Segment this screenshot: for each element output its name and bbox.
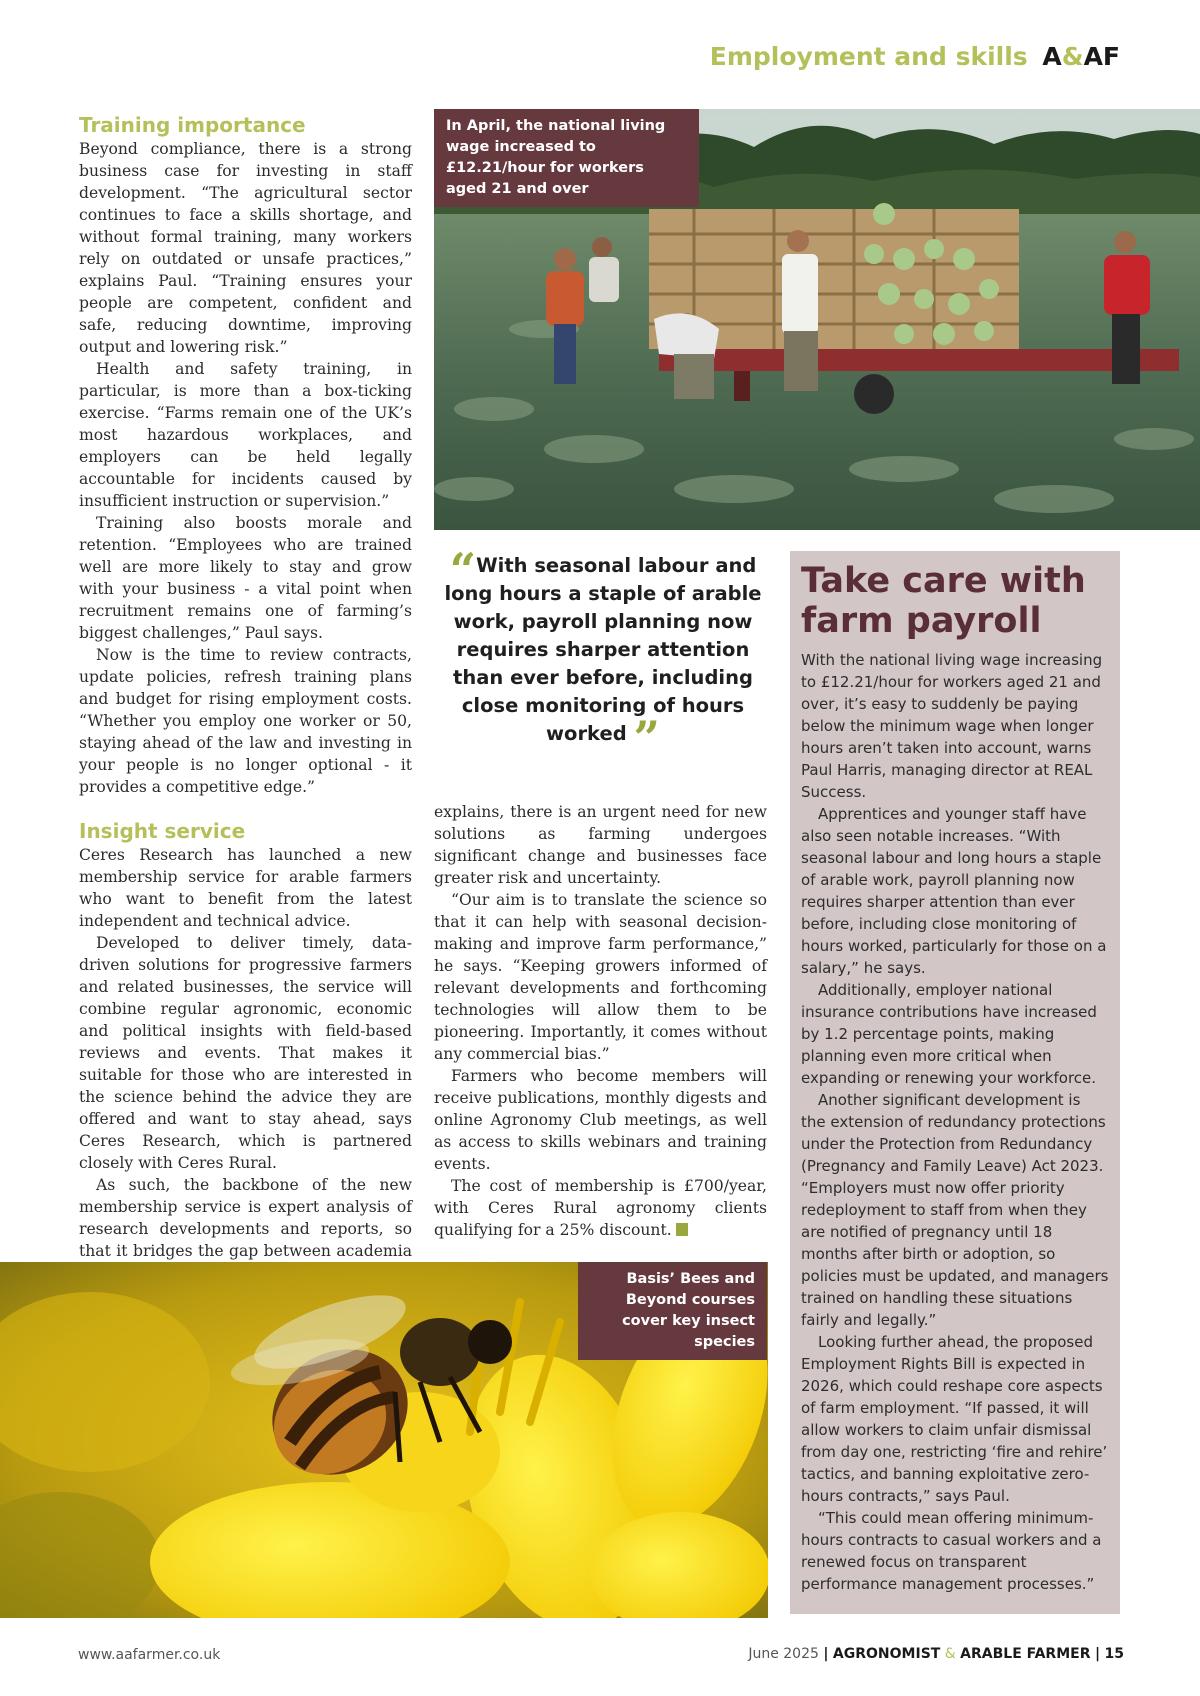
paragraph: Now is the time to review contracts, update policies, refresh training plans and budget for rising employment costs. “Whether you employ one worker or 50, staying ahead of the law and investing in your people is no longer optional - it provides a competitive edge.” (79, 646, 412, 796)
paragraph: “Our aim is to translate the science so that it can help with seasonal decision-making and improve farm performance,” he says. “Keeping growers informed of relevant developments and forthcoming technologies will allow them to be pioneering. Importantly, it comes without any commercial bias.” (434, 891, 767, 1063)
paragraph: Training also boosts morale and retention. “Employees who are trained well are more likely to stay and grow with your business - a vital point when recruitment remains one of farming’s biggest challenges,” Paul says. (79, 514, 412, 642)
paragraph (434, 1175, 767, 1241)
footer-url: www.aafarmer.co.uk (78, 1647, 221, 1663)
footer-separator: | (1094, 1646, 1101, 1662)
paragraph: Another significant development is the extension of redundancy protections under the Protection from Redundancy (Pregnancy and Family Leave) Act 2023. “Employers must now offer priority redeployment to staff from when they are notified of pregnancy until 18 months after birth or adoption, so policies must be updated, and managers trained on handling these situations fairly and legally.” (801, 1091, 1109, 1329)
heading-insight-service: Insight service (79, 819, 246, 843)
sidebar-payroll (790, 551, 1120, 1614)
caption-bottom-photo: Basis’ Bees and Beyond courses cover key insect species (578, 1262, 767, 1360)
paragraph: Farmers who become members will receive publications, monthly digests and online Agronomy Club meetings, as well as access to skills webinars and training events. (434, 1067, 767, 1173)
footer-magazine-name-2: ARABLE FARMER (960, 1646, 1091, 1662)
left-column (79, 112, 412, 1328)
brand-af: AF (1083, 42, 1120, 71)
paragraph-text: The cost of membership is £700/year, with Ceres Rural agronomy clients qualifying for a 25% discount. (434, 1177, 767, 1239)
sidebar-body (801, 649, 1109, 1595)
pull-quote (438, 543, 768, 765)
open-quote-mark: “ (449, 543, 477, 597)
close-quote-mark: ” (633, 711, 660, 765)
footer-folio (748, 1646, 1124, 1662)
paragraph: Apprentices and younger staff have also seen notable increases. “With seasonal labour and long hours a staple of arable work, payroll planning now requires sharper attention than ever before, including close monitoring of hours worked, particularly for those on a salary,” he says. (801, 805, 1107, 977)
footer-magazine-name-1: AGRONOMIST (832, 1646, 941, 1662)
paragraph: As such, the backbone of the new membership service is expert analysis of research developments and reports, so that it bridges the gap between academia (79, 1176, 412, 1260)
footer-amp: & (944, 1646, 956, 1662)
brand-logo (1042, 42, 1120, 71)
middle-column (434, 801, 767, 1241)
end-mark-icon (676, 1223, 688, 1236)
sidebar-title: Take care with farm payroll (801, 561, 1086, 641)
page-number: 15 (1104, 1646, 1124, 1662)
section-title: Employment and skills (709, 42, 1028, 71)
page-header (710, 42, 1120, 71)
paragraph: Additionally, employer national insurance contributions have increased by 1.2 percentage points, making planning even more critical when expanding or renewing your workforce. (801, 981, 1097, 1087)
heading-training-importance: Training importance (79, 113, 306, 137)
paragraph: Developed to deliver timely, data-driven solutions for progressive farmers and related businesses, the service will combine regular agronomic, economic and political insights with field-based reviews and events. That makes it suitable for those who are interested in the science behind the advice they are offered and want to stay ahead, says Ceres Research, which is partnered closely with Ceres Rural. (79, 934, 412, 1172)
paragraph: explains, there is an urgent need for new solutions as farming undergoes significant change and businesses face greater risk and uncertainty. (434, 803, 767, 887)
paragraph: Beyond compliance, there is a strong business case for investing in staff development. “The agricultural sector continues to face a skills shortage, and without formal training, many workers rely on outdated or unsafe practices,” explains Paul. “Training ensures your people are competent, confident and safe, reducing downtime, improving output and lowering risk.” (79, 140, 412, 356)
paragraph: Looking further ahead, the proposed Employment Rights Bill is expected in 2026, which could reshape core aspects of farm employment. “If passed, it will allow workers to claim unfair dismissal from day one, restricting ‘fire and rehire’ tactics, and banning exploitative zero-hours contracts,” says Paul. (801, 1333, 1108, 1505)
paragraph: With the national living wage increasing to £12.21/hour for workers aged 21 and over, it’s easy to suddenly be paying below the minimum wage when longer hours aren’t taken into account, warns Paul Harris, managing director at REAL Success. (801, 651, 1103, 801)
pull-quote-text: With seasonal labour and long hours a staple of arable work, payroll planning now requires sharper attention than ever before, including close monitoring of hours worked (444, 554, 762, 745)
caption-top-photo: In April, the national living wage increased to £12.21/hour for workers aged 21 and over (434, 109, 699, 207)
paragraph: Health and safety training, in particular, is more than a box-ticking exercise. “Farms remain one of the UK’s most hazardous workplaces, and employers can be held legally accountable for incidents caused by insufficient instruction or supervision.” (79, 360, 412, 510)
brand-a: A (1042, 42, 1062, 71)
paragraph: “This could mean offering minimum-hours contracts to casual workers and a renewed focus on transparent performance management processes.” (801, 1509, 1102, 1593)
footer-separator: | (823, 1646, 829, 1662)
paragraph: Ceres Research has launched a new membership service for arable farmers who want to benefit from the latest independent and technical advice. (79, 846, 412, 930)
footer-date: June 2025 (748, 1646, 819, 1662)
brand-amp: & (1061, 42, 1084, 71)
